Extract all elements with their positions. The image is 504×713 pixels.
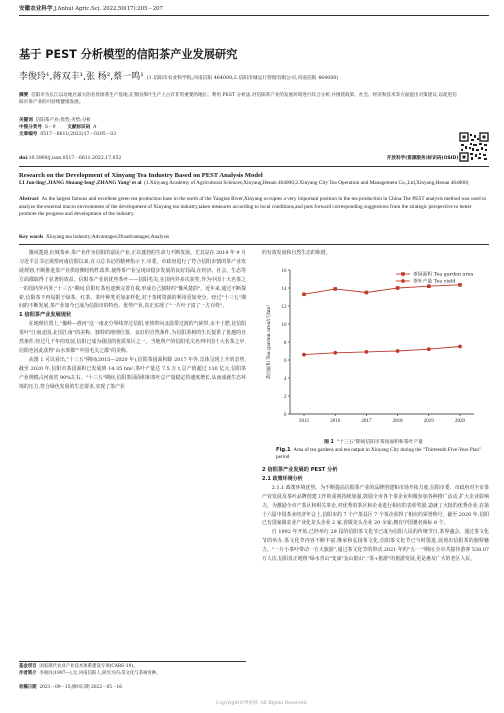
doi-value: 10.3969/j.issn.0517－6611.2022.17.052 — [28, 156, 122, 161]
doi-line: doi:10.3969/j.issn.0517－6611.2022.17.052 — [19, 156, 122, 161]
author-bio-text: 李俊玲(1997—),女,河南信阳人,研究方向:茶文化与茶树育种。 — [39, 671, 161, 676]
abstract-en-rule — [19, 244, 489, 245]
keywords-cn-text: 信阳茶产业;优势;劣势;分析 — [35, 118, 91, 123]
author-names-en: LI Jun-ling¹,JIANG Shuang-feng¹,ZHANG Yang² et al — [19, 180, 142, 186]
legend-entry: 茶园面积 Tea garden area — [413, 272, 474, 278]
series-point — [427, 347, 431, 351]
series-point — [302, 293, 306, 297]
figure-1-chart — [262, 262, 484, 434]
footnote-rule — [19, 661, 246, 662]
osid-label: 开放科学(资源服务)标识码(OSID) — [386, 156, 459, 161]
authors-en — [19, 180, 489, 188]
x-tick-label: 2018 — [392, 419, 403, 424]
right-column-bottom — [262, 466, 489, 564]
right-paragraph-1: 的有效发展和自然生态的和谐。 — [262, 250, 331, 256]
x-tick-label: 2017 — [361, 419, 372, 424]
y-tick-label: 0 — [284, 412, 287, 418]
clc-value: S－9 — [44, 125, 56, 130]
series-point — [302, 353, 306, 357]
figure-caption-cn-label: 图 1 — [324, 440, 334, 445]
figure-caption-cn-text: "十三五"期间信阳市茶园面积和茶叶产量 — [336, 440, 423, 445]
copyright-watermark: Copyright©博看网. All Rights Reserved. — [216, 701, 308, 706]
abstract-en-label: Abstract — [19, 196, 39, 202]
x-tick-label: 2015 — [299, 419, 309, 424]
section-heading-1: 1 信阳茶产业发展现状 — [19, 312, 72, 319]
osid-line — [280, 156, 460, 163]
footnote-dates — [19, 685, 246, 692]
article-no-label: 文章编号 — [19, 132, 38, 137]
authors-cn — [19, 71, 489, 85]
clc-label: 中图分类号 — [19, 125, 42, 130]
journal-header — [19, 6, 489, 13]
y-tick-label: 2 — [284, 394, 287, 400]
y-tick-label: 8 — [284, 340, 287, 346]
article-no-line — [19, 132, 459, 139]
y-tick-label: 10 — [281, 322, 287, 328]
y-tick-label: 4 — [284, 376, 287, 382]
series-point — [396, 349, 400, 353]
paper-title-en: Research on the Development of Xinyang Tea Industry Based on PEST Analysis Model — [19, 172, 263, 179]
legend-swatch-marker — [401, 272, 405, 276]
left-paragraph-3: 从图 1 可以看出,"十三五"期间(2015—2020 年),信阳茶园面积除 2017 年外,总体呈现上升的态势,截至 2020 年,信阳市茶园面积已发展到 14.35 hm²,茶叶产量达 7.5 万 t,总产值超过 130 亿元,信阳茶产业规模占河南省 90%左右。"十三五"期间,信阳茶园面积和茶叶总产量稳定持速度增长,从而成就生态环境的压力,符合绿色发展的生态要求,实现了茶产业 — [19, 356, 246, 390]
legend-swatch-marker — [401, 279, 405, 283]
figure-caption-cn — [258, 439, 489, 446]
keywords-en-text: Xinyang tea industry;Advantages;Disadvantages;Analysis — [45, 234, 170, 240]
doc-code-value: A — [93, 125, 97, 130]
journal-citation: ,J.Anhui Agric.Sci. 2022,50(17):205－207 — [52, 6, 163, 12]
abstract-cn-label: 摘要 — [19, 93, 29, 98]
series-point — [427, 284, 431, 288]
footnote-author — [19, 671, 246, 678]
qr-code-icon[interactable] — [459, 132, 489, 162]
series-line — [304, 285, 460, 294]
abstract-cn-rule — [19, 166, 489, 167]
x-tick-label: 2019 — [423, 419, 434, 424]
figure-caption-en-label: Fig.1 — [276, 447, 291, 453]
chart-legend — [396, 271, 474, 285]
series-point — [333, 351, 337, 355]
clc-line — [19, 125, 459, 132]
y-tick-label: 16 — [281, 268, 287, 274]
keywords-cn — [19, 118, 459, 125]
y-tick-label: 12 — [281, 304, 287, 310]
right-paragraph-3: 自 1992 年开始,已经举行 29 届的信阳茶文化节已成为信阳人民的传统节日,茶界盛会。通过茶文化节的举办,茶文化节内容不断丰富,继承和弘扬茶文化,信阳茶文化节已与时俱进,展现出信阳茶的独特魅力。"一片小茶叶带动一方大旅游",通过茶文化节的带动,2021 年的"五·一"期间,全市共接待游客 538.07 万人次,信阳真正地将"绿水青山"变成"金山银山","茶+旅游"的旅游发展,更是惠及广大的老区人民。 — [262, 529, 489, 563]
paper-title-cn: 基于 PEST 分析模型的信阳茶产业发展研究 — [19, 48, 238, 61]
fund-text: 国家现代农业产业技术体系建设专项(CARS-19)。 — [39, 664, 138, 669]
left-paragraph-2: 在地理位置上,"豫岭—淮河"这一南北分界线穿过信阳,亚热带向北温带过渡的气候带,水丰土肥,比信阳茶叶"江南北国,北国江南"的美称。独特的地理位置、良好的自然条件,为信阳茶树的生长提供了优越的自然条件,经过几千年的发展,信阳已成为我国的优质茶区之一。当地所产的信阳毛尖名列中国十大名茶之中,信阳也因此获得"山水茶都""中国毛尖之都"的美称。 — [19, 321, 246, 354]
figure-caption-en — [258, 447, 489, 461]
series-point — [365, 350, 369, 354]
section-heading-2: 2 信阳茶产业发展的 PEST 分析 — [262, 467, 338, 473]
series-line — [304, 347, 460, 355]
right-column-top — [262, 249, 489, 258]
doc-code-label: 文献标识码 — [67, 125, 91, 130]
figure-caption-en-text: Area of tea gardens and tea output in Xinyang City during the "Thirteenth Five-Year Plan" period — [276, 447, 482, 461]
series-point — [458, 283, 462, 287]
received-text: 2021－09－15;修回日期 — [39, 685, 90, 690]
abstract-cn-text: 信阳市为长江以北地区最大的名优绿茶生产基地,在我国茶叶生产上占有非常重要的地位。利用 PEST 分析法,对信阳茶产业的发展环境进行综合分析,并围绕政策、社会、经济和技术等方面提出对策建议,以促进信阳市茶产业的可持续健康发展。 — [19, 93, 457, 105]
subsection-heading-2-1: 2.1 政策环境分析 — [262, 475, 303, 482]
series-point — [333, 287, 337, 291]
author-bio-label: 作者简介 — [19, 671, 37, 676]
doi-label: doi — [19, 156, 28, 161]
article-no-value: 0517－6611(2022)17－0205－03 — [40, 132, 117, 137]
right-paragraph-2: 2.1.1 政策环境优势。为不断提高信阳茶产业的品牌创建和市场开拓力度,信阳市委、市政府对全市茶产业发展及茶叶品牌创建工作的重视持续加强,鼓励全市各个茶企业积极参加各种推广活动,扩大企业影响力。为激励全市产茶区和相关茶企,对优秀的茶区和企业进行相应的表彰奖励,造就了大批的优秀企业,在第十六届中国茶业经济年会上,信阳市的 7 个产茶县区 7 个茶企获得了相应的荣誉称号。截至 2020 年,信阳已有国家级农业产业化龙头企业 2 家,省级龙头企业 20 余家;拥有中国驰名商标 8 个。 — [262, 484, 489, 527]
author-affiliation-cn: (1.信阳市农业科学院,河南信阳 464000;2.信阳市城运行管理有限公司,河南信阳 464000) — [146, 76, 339, 81]
revised-text: 2022－05－16 — [90, 685, 123, 690]
fund-label: 基金项目 — [19, 664, 37, 669]
header-rule — [19, 15, 489, 16]
abstract-en — [19, 196, 489, 219]
legend-entry: 茶叶产量 Tea yield — [413, 279, 456, 285]
y-axis-label: 茶园面积 Tea garden area//万hm² — [267, 304, 272, 380]
series-point — [396, 286, 400, 290]
y-tick-label: 14 — [281, 286, 287, 292]
abstract-cn — [19, 93, 459, 107]
x-tick-label: 2016 — [330, 419, 341, 424]
series-point — [458, 345, 462, 349]
abstract-en-text: As the largest famous and excellent green tea production base in the north of the Yangtze River,Xinyang occupies a very important position in the tea production in China.The PEST analysis method was used to analyze the external macro environment of the development of Xinyang tea industry,taken measures according to local conditions,and puts forward corresponding suggestions from the strategic perspective to better promote the progress and development of the industry. — [19, 196, 487, 217]
series-point — [365, 291, 369, 295]
chart-series — [302, 283, 462, 356]
footnote-fund — [19, 664, 246, 671]
x-tick-label: 2020 — [455, 419, 465, 424]
author-affiliation-en: (1.Xinyang Academy of Agricultural Sciences,Xinyang,Henan 464000;2.Xinyang City Tea Operation and Management Co.,Ltd,Xinyang,Henan 464000) — [144, 180, 469, 186]
keywords-en-label: Key words — [19, 234, 44, 240]
y-tick-label: 6 — [284, 358, 287, 364]
keywords-en — [19, 234, 489, 242]
author-names-cn: 李俊玲¹,蒋双丰¹,张 杨²,蔡一鸣¹ — [19, 72, 144, 82]
left-paragraph-1: 豫风楚韵,红城茶乡,茶产业作为信阳的富民产业,正以蓬勃的生命力不断发展。尤其是在 2019 年 9 月习近平总书记视察河南信阳以来,在习总书记的精神指示下,市委、市政府进行了符合信阳市情的茶产业发展规划,不断推进茶产业供给侧结构性改革,使得茶产业呈现出稳步发展的良好局面,在经济、社会、生态等方面都取得了显著的效益。信阳茶产业的优势茶叶——信阳毛尖,在国内外多次获奖,作为中国十大名茶之一的国内外内外,"十三五"期间,信阳红茶也逐渐完善自我,形成自己独特的"豫风楚韵"。近年来,通过不断探索,信阳茶不再局限于绿茶、红茶、茶叶种类更加多样化,对于茶树资源的利用更加充分。经过"十三五"期间的不断发展,茶产业如今已成为信阳市的特色、优势产业,真正实现了"一片叶子富了一方百姓"。 — [19, 250, 246, 310]
left-column — [19, 249, 246, 392]
journal-name: 安徽农业科学 — [19, 6, 53, 12]
keywords-cn-label: 关键词 — [19, 118, 33, 123]
received-label: 收稿日期 — [19, 685, 37, 690]
